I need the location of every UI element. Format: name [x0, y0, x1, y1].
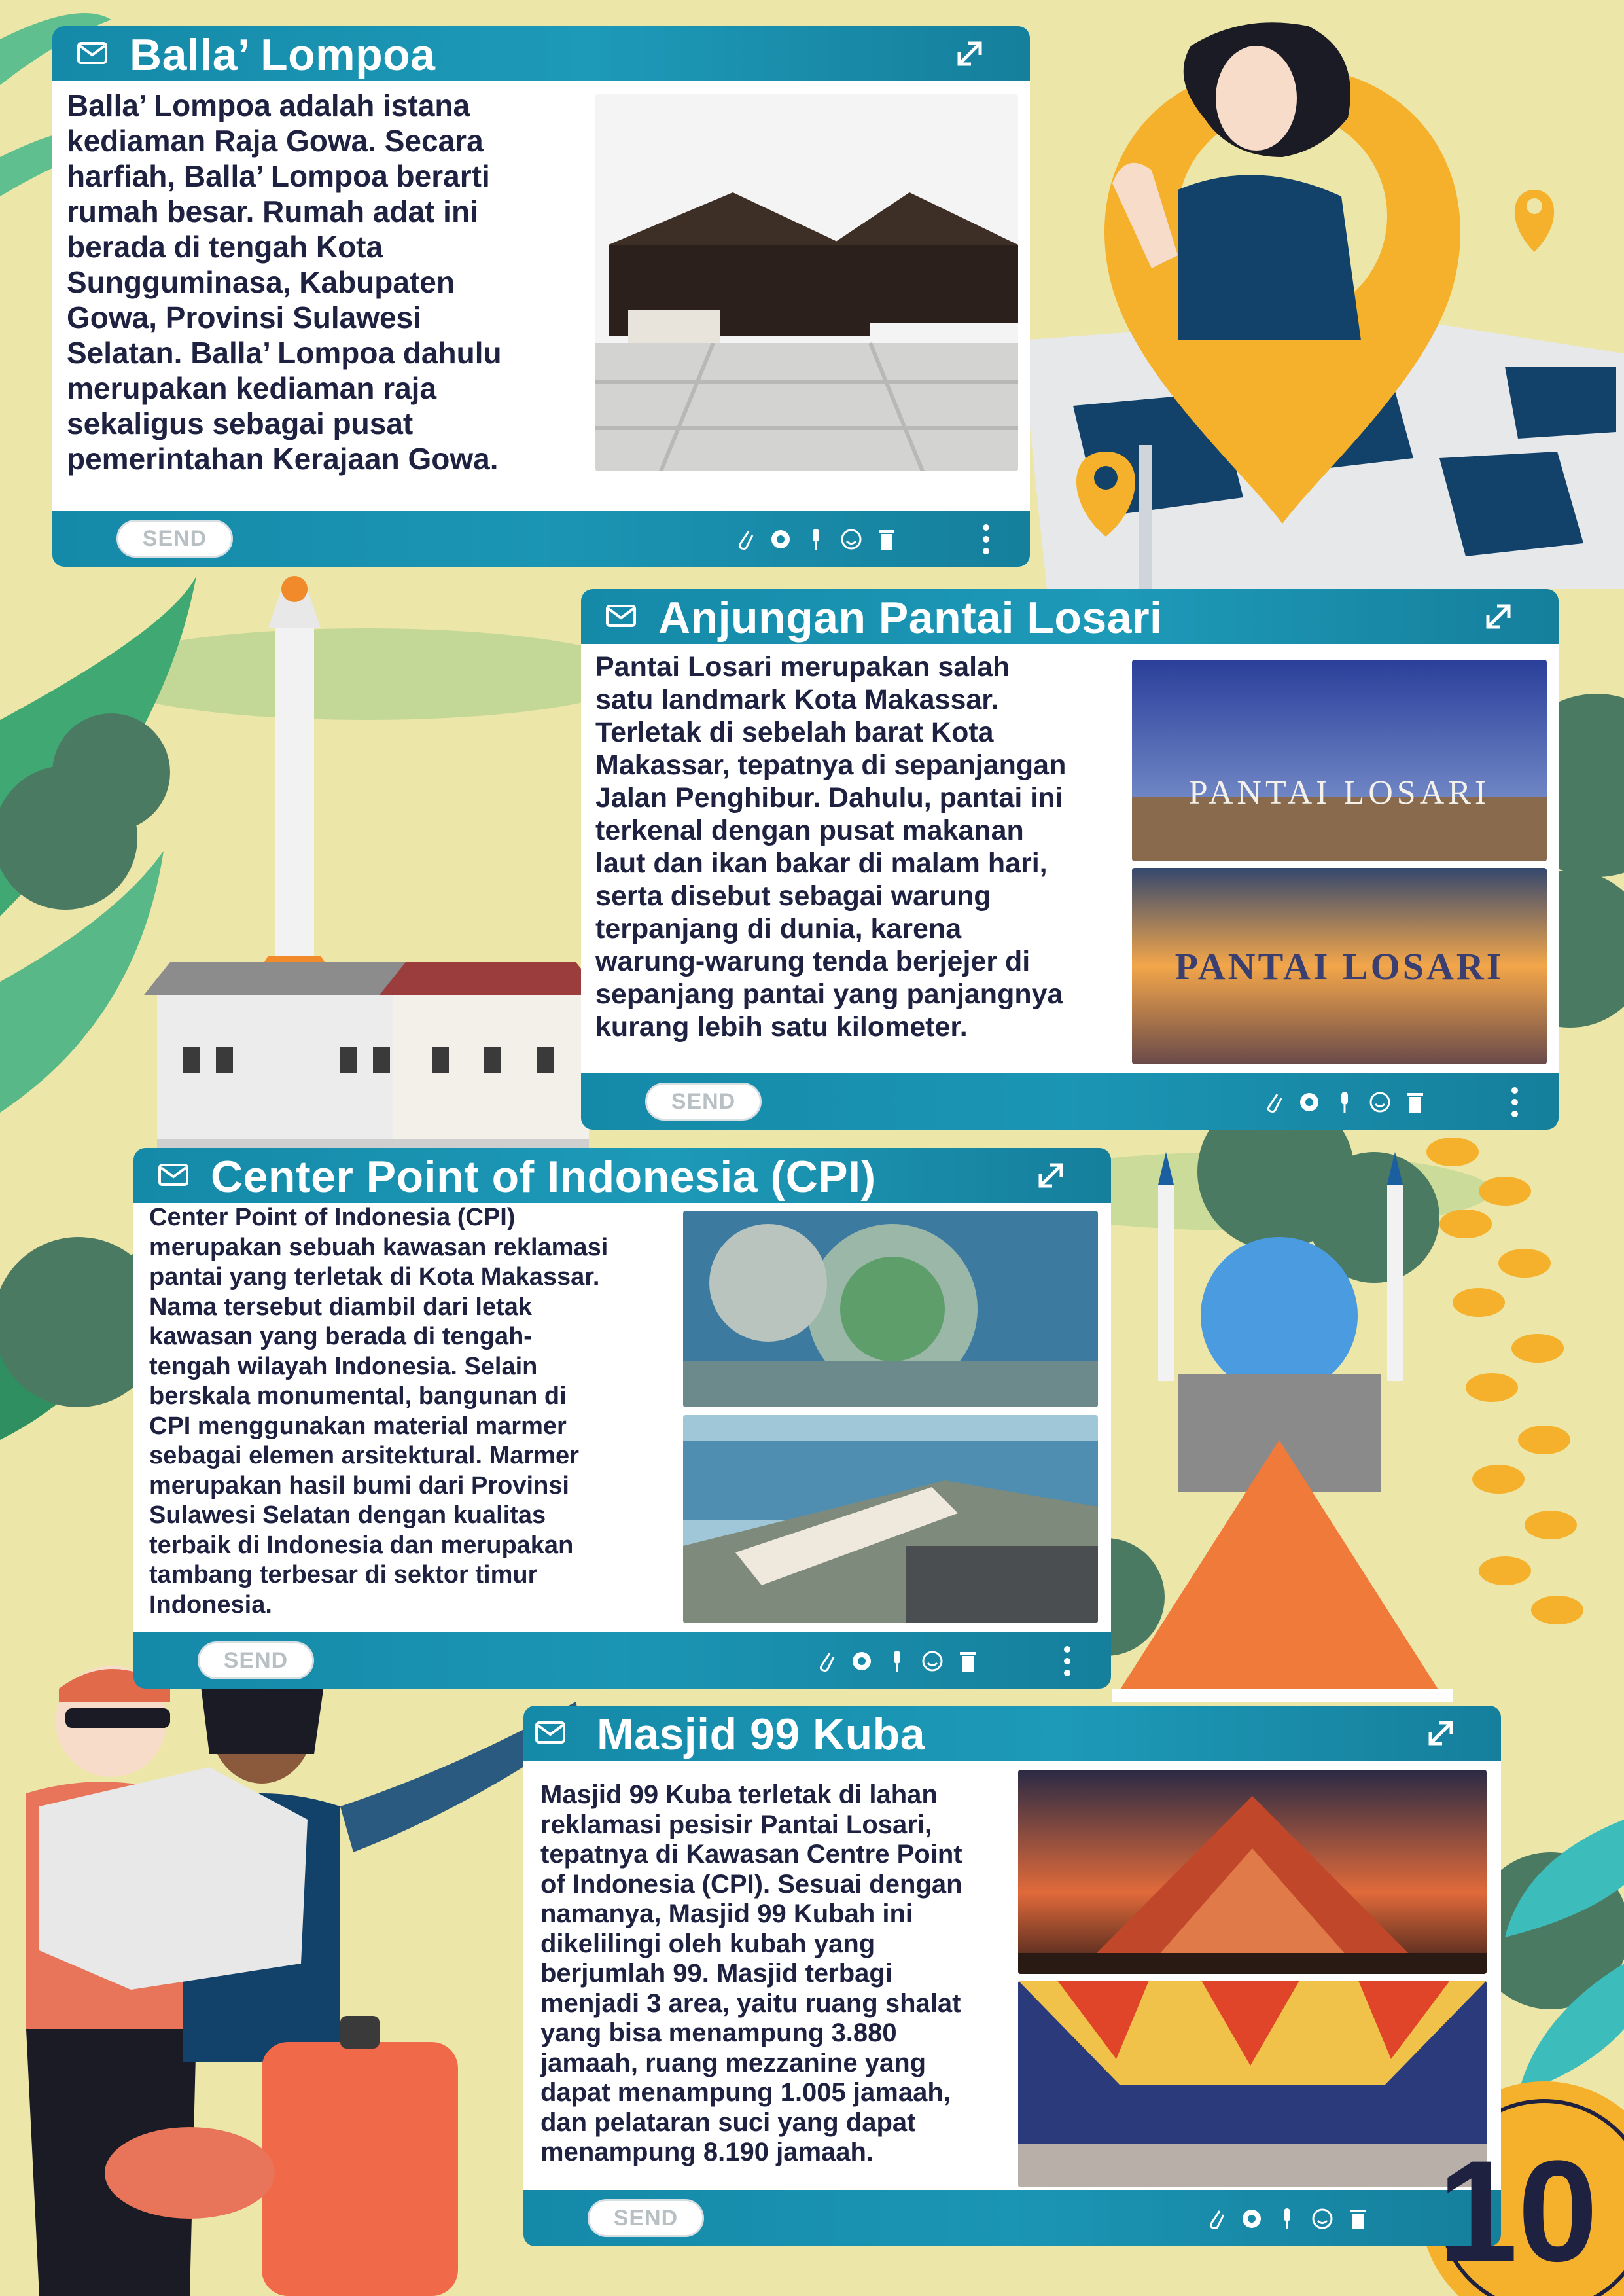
send-button[interactable]: SEND	[116, 520, 233, 558]
compose-toolbar	[814, 1647, 980, 1676]
sign-text: PANTAI LOSARI	[1174, 945, 1504, 988]
sign-text: PANTAI LOSARI	[1188, 774, 1491, 812]
emoji-icon[interactable]	[1368, 1089, 1392, 1115]
more-icon[interactable]	[1509, 1085, 1521, 1119]
send-button[interactable]: SEND	[645, 1083, 762, 1121]
more-icon[interactable]	[1061, 1644, 1073, 1678]
camera-icon[interactable]	[768, 526, 793, 552]
card-header	[52, 26, 1030, 81]
more-icon[interactable]	[980, 522, 992, 556]
photo-masjid-exterior	[1018, 1770, 1487, 1974]
card-footer	[523, 2190, 1501, 2246]
photo-losari-sunset	[1132, 868, 1547, 1064]
microphone-icon[interactable]	[803, 526, 828, 552]
card-header	[133, 1148, 1111, 1203]
card-header	[581, 589, 1559, 644]
trash-icon[interactable]	[874, 526, 899, 552]
paperclip-icon[interactable]	[1262, 1089, 1286, 1115]
expand-icon[interactable]	[955, 39, 984, 68]
card-text: Pantai Losari merupakan salah satu landmark Kota Makassar. Terletak di sebelah barat Kota Makassar, tepatnya di sepanjangan Jalan Penghibur. Dahulu, pantai ini terkenal dengan pusat makanan laut dan ikan bakar di malam hari, serta disebut sebagai warung terpanjang di dunia, karena warung-warung tenda berjejer di sepanjang pantai yang panjangnya kurang lebih satu kilometer.	[595, 651, 1067, 1043]
card-footer	[581, 1073, 1559, 1130]
mail-icon	[77, 42, 107, 64]
photo-balla-lompoa	[595, 94, 1018, 471]
page-number: 10	[1438, 2130, 1598, 2291]
expand-icon[interactable]	[1426, 1719, 1455, 1748]
expand-icon[interactable]	[1484, 602, 1513, 631]
compose-toolbar	[733, 525, 899, 554]
send-button[interactable]: SEND	[588, 2199, 704, 2237]
card-body	[581, 644, 1559, 1073]
card-balla-lompoa	[52, 26, 1030, 567]
card-title: Balla’ Lompoa	[130, 30, 436, 80]
card-body	[133, 1203, 1111, 1632]
photo-cpi-aerial	[683, 1211, 1098, 1407]
trash-icon[interactable]	[1345, 2206, 1370, 2232]
microphone-icon[interactable]	[1275, 2206, 1299, 2232]
card-pantai-losari	[581, 589, 1559, 1130]
trash-icon[interactable]	[1403, 1089, 1428, 1115]
card-title: Masjid 99 Kuba	[597, 1710, 926, 1759]
compose-toolbar	[1262, 1088, 1428, 1117]
card-masjid-99-kubah	[523, 1706, 1501, 2246]
photo-cpi-building	[683, 1415, 1098, 1623]
photo-masjid-interior	[1018, 1981, 1487, 2187]
card-header	[523, 1706, 1501, 1761]
card-text: Center Point of Indonesia (CPI) merupakan sebuah kawasan reklamasi pantai yang terletak di Kota Makassar. Nama tersebut diambil dari letak kawasan yang berada di tengah- tengah wilayah Indonesia. Selain berskala monumental, bangunan di CPI menggunakan material marmer sebagai elemen arsitektural. Marmer merupakan hasil bumi dari Provinsi Sulawesi Selatan dengan kualitas terbaik di Indonesia dan merupakan tambang terbesar di sektor timur Indonesia.	[149, 1204, 609, 1619]
paperclip-icon[interactable]	[733, 526, 758, 552]
trash-icon[interactable]	[955, 1648, 980, 1674]
card-title: Center Point of Indonesia (CPI)	[211, 1152, 876, 1202]
compose-toolbar	[1204, 2204, 1370, 2233]
card-body	[52, 81, 1030, 511]
emoji-icon[interactable]	[920, 1648, 945, 1674]
card-body	[523, 1761, 1501, 2190]
paperclip-icon[interactable]	[814, 1648, 839, 1674]
expand-icon[interactable]	[1036, 1161, 1065, 1190]
camera-icon[interactable]	[1297, 1089, 1322, 1115]
emoji-icon[interactable]	[839, 526, 864, 552]
mail-icon	[606, 605, 636, 627]
camera-icon[interactable]	[1239, 2206, 1264, 2232]
card-title: Anjungan Pantai Losari	[658, 593, 1163, 643]
emoji-icon[interactable]	[1310, 2206, 1335, 2232]
mail-icon	[158, 1164, 188, 1186]
card-center-point-indonesia	[133, 1148, 1111, 1689]
camera-icon[interactable]	[849, 1648, 874, 1674]
card-text: Masjid 99 Kuba terletak di lahan reklamasi pesisir Pantai Losari, tepatnya di Kawasan Centre Point of Indonesia (CPI). Sesuai dengan namanya, Masjid 99 Kubah ini dikelilingi oleh kubah yang berjumlah 99. Masjid terbagi menjadi 3 area, yaitu ruang shalat yang bisa menampung 3.880 jamaah, ruang mezzanine yang dapat menampung 1.005 jamaah, dan pelataran suci yang dapat menampung 8.190 jamaah.	[540, 1780, 962, 2166]
card-text: Balla’ Lompoa adalah istana kediaman Raja Gowa. Secara harfiah, Balla’ Lompoa berarti rumah besar. Rumah adat ini berada di tengah Kota Sungguminasa, Kabupaten Gowa, Provinsi Sulawesi Selatan. Balla’ Lompoa dahulu merupakan kediaman raja sekaligus sebagai pusat pemerintahan Kerajaan Gowa.	[67, 88, 502, 476]
mail-icon	[535, 1721, 565, 1744]
card-footer	[133, 1632, 1111, 1689]
microphone-icon[interactable]	[1332, 1089, 1357, 1115]
send-button[interactable]: SEND	[198, 1641, 314, 1679]
microphone-icon[interactable]	[885, 1648, 909, 1674]
photo-losari-day	[1132, 660, 1547, 861]
paperclip-icon[interactable]	[1204, 2206, 1229, 2232]
card-footer	[52, 511, 1030, 567]
